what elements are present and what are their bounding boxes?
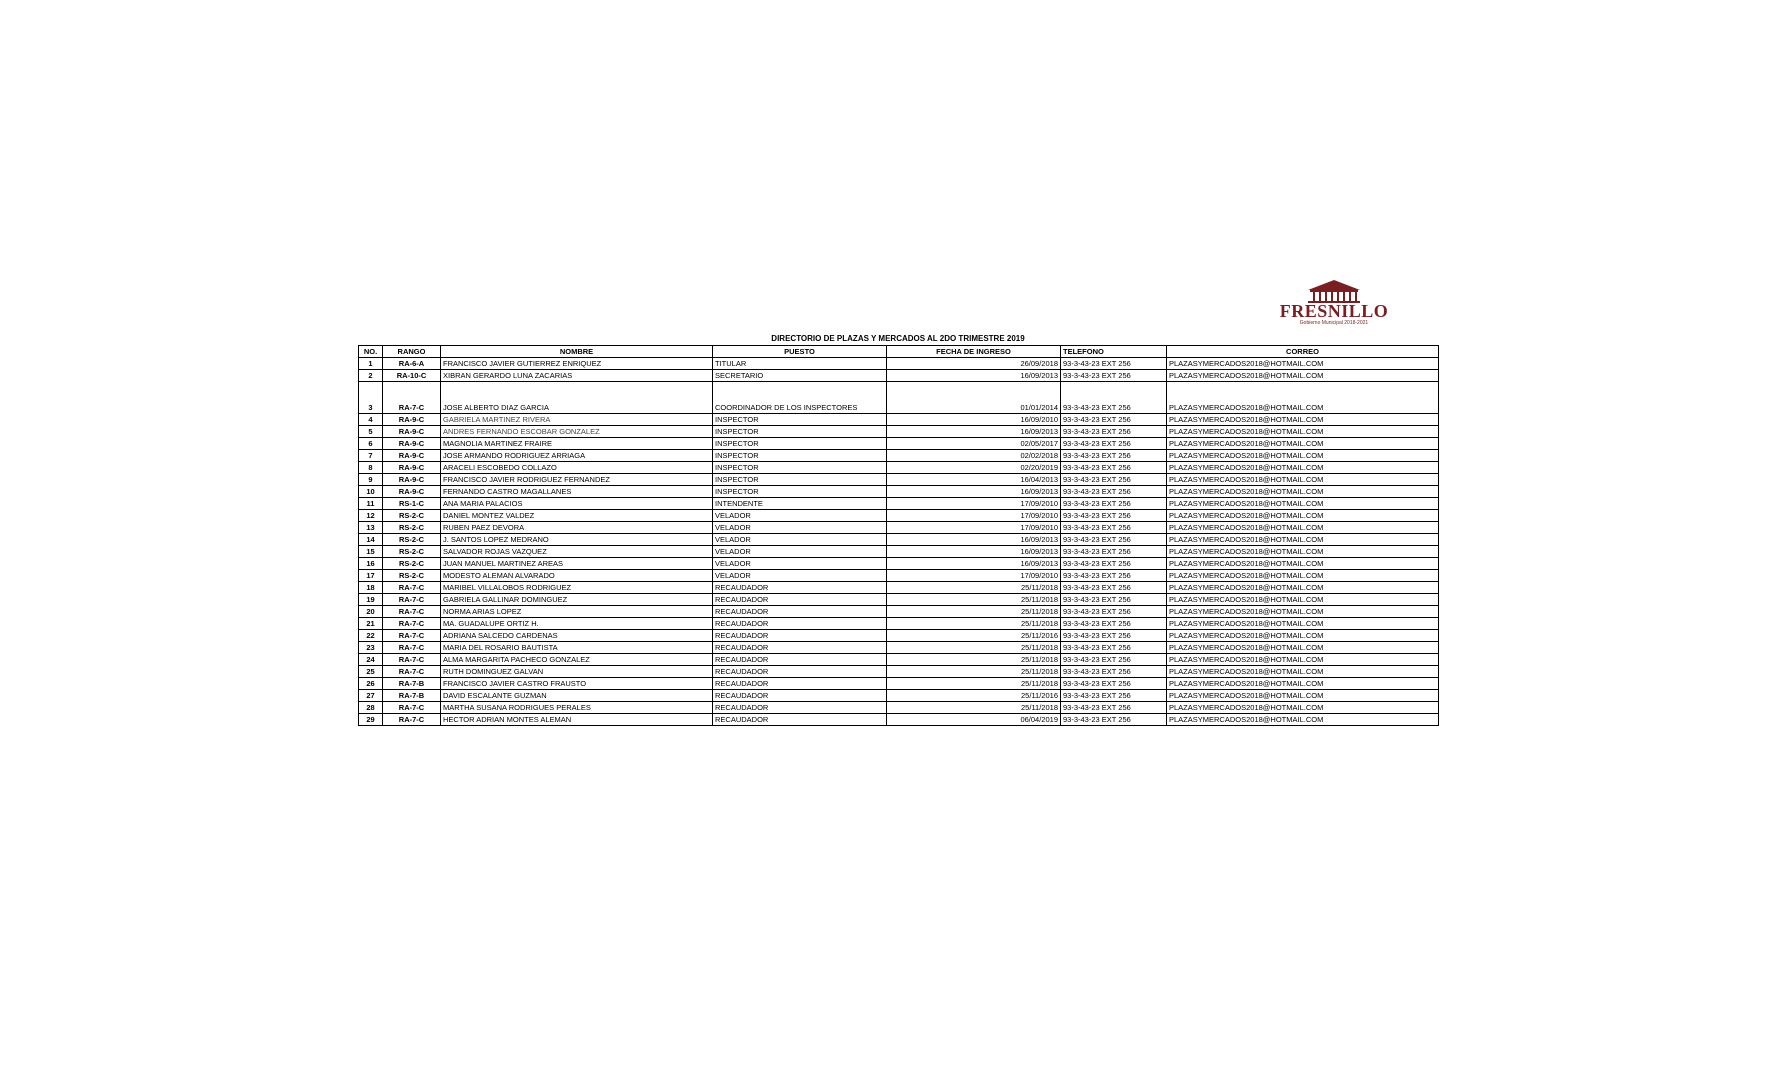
cell-correo: PLAZASYMERCADOS2018@HOTMAIL.COM [1167, 558, 1439, 570]
cell-fecha: 16/09/2013 [887, 558, 1061, 570]
cell-correo: PLAZASYMERCADOS2018@HOTMAIL.COM [1167, 690, 1439, 702]
column-header-no: NO. [359, 346, 383, 358]
cell-correo: PLAZASYMERCADOS2018@HOTMAIL.COM [1167, 630, 1439, 642]
cell-fecha: 06/04/2019 [887, 714, 1061, 726]
table-row [359, 570, 1439, 582]
cell-fecha: 17/09/2010 [887, 498, 1061, 510]
cell-fecha: 16/09/2013 [887, 546, 1061, 558]
table-row [359, 546, 1439, 558]
cell-correo: PLAZASYMERCADOS2018@HOTMAIL.COM [1167, 486, 1439, 498]
cell-nombre: ANA MARIA PALACIOS [441, 498, 713, 510]
column-header-fecha: FECHA DE INGRESO [887, 346, 1061, 358]
cell-correo: PLAZASYMERCADOS2018@HOTMAIL.COM [1167, 666, 1439, 678]
cell-telefono: 93-3-43-23 EXT 256 [1061, 426, 1167, 438]
table-row [359, 630, 1439, 642]
cell-puesto: INSPECTOR [713, 474, 887, 486]
cell-telefono: 93-3-43-23 EXT 256 [1061, 450, 1167, 462]
cell-correo: PLAZASYMERCADOS2018@HOTMAIL.COM [1167, 474, 1439, 486]
table-row [359, 462, 1439, 474]
table-row [359, 714, 1439, 726]
cell-no: 7 [359, 450, 383, 462]
cell-puesto: INSPECTOR [713, 426, 887, 438]
cell-puesto: RECAUDADOR [713, 702, 887, 714]
cell-puesto: INSPECTOR [713, 414, 887, 426]
table-row [359, 534, 1439, 546]
cell-fecha: 25/11/2018 [887, 606, 1061, 618]
table-row [359, 618, 1439, 630]
table-row [359, 382, 1439, 414]
cell-puesto: COORDINADOR DE LOS INSPECTORES [713, 382, 887, 414]
cell-puesto: RECAUDADOR [713, 606, 887, 618]
cell-telefono: 93-3-43-23 EXT 256 [1061, 690, 1167, 702]
cell-puesto: RECAUDADOR [713, 666, 887, 678]
cell-rango: RS-2-C [383, 510, 441, 522]
cell-nombre: DAVID ESCALANTE GUZMAN [441, 690, 713, 702]
cell-no: 24 [359, 654, 383, 666]
cell-puesto: RECAUDADOR [713, 678, 887, 690]
table-row [359, 558, 1439, 570]
cell-nombre: MODESTO ALEMAN ALVARADO [441, 570, 713, 582]
cell-nombre: J. SANTOS LOPEZ MEDRANO [441, 534, 713, 546]
cell-puesto: VELADOR [713, 546, 887, 558]
cell-rango: RA-7-C [383, 606, 441, 618]
cell-puesto: INSPECTOR [713, 486, 887, 498]
cell-rango: RA-10-C [383, 370, 441, 382]
cell-telefono: 93-3-43-23 EXT 256 [1061, 510, 1167, 522]
cell-nombre: MAGNOLIA MARTINEZ FRAIRE [441, 438, 713, 450]
table-row [359, 358, 1439, 370]
cell-rango: RA-7-C [383, 714, 441, 726]
cell-puesto: TITULAR [713, 358, 887, 370]
cell-telefono: 93-3-43-23 EXT 256 [1061, 570, 1167, 582]
table-row [359, 522, 1439, 534]
cell-correo: PLAZASYMERCADOS2018@HOTMAIL.COM [1167, 606, 1439, 618]
cell-no: 15 [359, 546, 383, 558]
cell-nombre: HECTOR ADRIAN MONTES ALEMAN [441, 714, 713, 726]
directory-table [358, 345, 1439, 726]
cell-puesto: VELADOR [713, 570, 887, 582]
cell-telefono: 93-3-43-23 EXT 256 [1061, 654, 1167, 666]
cell-no: 4 [359, 414, 383, 426]
table-row [359, 666, 1439, 678]
table-row [359, 654, 1439, 666]
cell-no: 25 [359, 666, 383, 678]
cell-fecha: 02/20/2019 [887, 462, 1061, 474]
cell-fecha: 16/09/2013 [887, 370, 1061, 382]
cell-no: 5 [359, 426, 383, 438]
cell-no: 22 [359, 630, 383, 642]
column-header-telefono: TELEFONO [1061, 346, 1167, 358]
table-row [359, 702, 1439, 714]
cell-no: 10 [359, 486, 383, 498]
cell-correo: PLAZASYMERCADOS2018@HOTMAIL.COM [1167, 642, 1439, 654]
cell-rango: RA-6-A [383, 358, 441, 370]
cell-nombre: GABRIELA MARTINEZ RIVERA [441, 414, 713, 426]
cell-correo: PLAZASYMERCADOS2018@HOTMAIL.COM [1167, 618, 1439, 630]
cell-telefono: 93-3-43-23 EXT 256 [1061, 414, 1167, 426]
cell-rango: RS-2-C [383, 558, 441, 570]
cell-fecha: 26/09/2018 [887, 358, 1061, 370]
table-row [359, 510, 1439, 522]
cell-fecha: 16/04/2013 [887, 474, 1061, 486]
table-row [359, 606, 1439, 618]
table-row [359, 498, 1439, 510]
cell-puesto: RECAUDADOR [713, 618, 887, 630]
cell-telefono: 93-3-43-23 EXT 256 [1061, 666, 1167, 678]
cell-rango: RA-7-C [383, 382, 441, 414]
cell-fecha: 16/09/2010 [887, 414, 1061, 426]
cell-nombre: JOSE ALBERTO DIAZ GARCIA [441, 382, 713, 414]
cell-telefono: 93-3-43-23 EXT 256 [1061, 618, 1167, 630]
cell-no: 16 [359, 558, 383, 570]
cell-nombre: ARACELI ESCOBEDO COLLAZO [441, 462, 713, 474]
cell-rango: RS-2-C [383, 522, 441, 534]
cell-rango: RA-7-C [383, 642, 441, 654]
cell-fecha: 17/09/2010 [887, 522, 1061, 534]
cell-correo: PLAZASYMERCADOS2018@HOTMAIL.COM [1167, 450, 1439, 462]
cell-nombre: DANIEL MONTEZ VALDEZ [441, 510, 713, 522]
cell-telefono: 93-3-43-23 EXT 256 [1061, 370, 1167, 382]
cell-puesto: RECAUDADOR [713, 630, 887, 642]
cell-fecha: 25/11/2018 [887, 642, 1061, 654]
cell-no: 11 [359, 498, 383, 510]
cell-fecha: 02/05/2017 [887, 438, 1061, 450]
cell-correo: PLAZASYMERCADOS2018@HOTMAIL.COM [1167, 594, 1439, 606]
cell-nombre: JOSE ARMANDO RODRIGUEZ ARRIAGA [441, 450, 713, 462]
cell-puesto: INSPECTOR [713, 450, 887, 462]
cell-puesto: VELADOR [713, 534, 887, 546]
cell-telefono: 93-3-43-23 EXT 256 [1061, 642, 1167, 654]
cell-fecha: 25/11/2018 [887, 618, 1061, 630]
cell-nombre: ALMA MARGARITA PACHECO GONZALEZ [441, 654, 713, 666]
cell-telefono: 93-3-43-23 EXT 256 [1061, 522, 1167, 534]
cell-correo: PLAZASYMERCADOS2018@HOTMAIL.COM [1167, 546, 1439, 558]
cell-rango: RS-2-C [383, 570, 441, 582]
cell-telefono: 93-3-43-23 EXT 256 [1061, 382, 1167, 414]
cell-telefono: 93-3-43-23 EXT 256 [1061, 474, 1167, 486]
cell-no: 26 [359, 678, 383, 690]
cell-no: 13 [359, 522, 383, 534]
table-row [359, 594, 1439, 606]
cell-nombre: NORMA ARIAS LOPEZ [441, 606, 713, 618]
logo-tagline: Gobierno Municipal 2018-2021 [1299, 320, 1369, 326]
cell-rango: RA-7-B [383, 678, 441, 690]
cell-rango: RA-7-B [383, 690, 441, 702]
cell-no: 28 [359, 702, 383, 714]
table-row [359, 690, 1439, 702]
table-row [359, 582, 1439, 594]
column-header-rango: RANGO [383, 346, 441, 358]
cell-telefono: 93-3-43-23 EXT 256 [1061, 438, 1167, 450]
cell-correo: PLAZASYMERCADOS2018@HOTMAIL.COM [1167, 382, 1439, 414]
cell-nombre: ANDRES FERNANDO ESCOBAR GONZALEZ [441, 426, 713, 438]
cell-rango: RA-7-C [383, 594, 441, 606]
cell-nombre: FRANCISCO JAVIER GUTIERREZ ENRIQUEZ [441, 358, 713, 370]
table-row [359, 642, 1439, 654]
cell-rango: RA-7-C [383, 666, 441, 678]
cell-telefono: 93-3-43-23 EXT 256 [1061, 534, 1167, 546]
cell-puesto: VELADOR [713, 558, 887, 570]
cell-telefono: 93-3-43-23 EXT 256 [1061, 630, 1167, 642]
cell-correo: PLAZASYMERCADOS2018@HOTMAIL.COM [1167, 570, 1439, 582]
table-row [359, 486, 1439, 498]
cell-fecha: 25/11/2018 [887, 702, 1061, 714]
cell-puesto: RECAUDADOR [713, 594, 887, 606]
cell-fecha: 25/11/2018 [887, 654, 1061, 666]
cell-nombre: RUTH DOMINGUEZ GALVAN [441, 666, 713, 678]
cell-puesto: RECAUDADOR [713, 714, 887, 726]
cell-puesto: VELADOR [713, 510, 887, 522]
cell-nombre: FERNANDO CASTRO MAGALLANES [441, 486, 713, 498]
column-header-nombre: NOMBRE [441, 346, 713, 358]
cell-rango: RA-7-C [383, 582, 441, 594]
cell-no: 14 [359, 534, 383, 546]
cell-rango: RA-7-C [383, 630, 441, 642]
cell-correo: PLAZASYMERCADOS2018@HOTMAIL.COM [1167, 414, 1439, 426]
cell-fecha: 17/09/2010 [887, 510, 1061, 522]
cell-no: 18 [359, 582, 383, 594]
cell-correo: PLAZASYMERCADOS2018@HOTMAIL.COM [1167, 522, 1439, 534]
cell-correo: PLAZASYMERCADOS2018@HOTMAIL.COM [1167, 582, 1439, 594]
cell-rango: RS-2-C [383, 534, 441, 546]
cell-nombre: MARTHA SUSANA RODRIGUES PERALES [441, 702, 713, 714]
cell-telefono: 93-3-43-23 EXT 256 [1061, 702, 1167, 714]
cell-telefono: 93-3-43-23 EXT 256 [1061, 594, 1167, 606]
cell-rango: RA-9-C [383, 426, 441, 438]
cell-nombre: GABRIELA GALLINAR DOMINGUEZ [441, 594, 713, 606]
cell-correo: PLAZASYMERCADOS2018@HOTMAIL.COM [1167, 438, 1439, 450]
cell-puesto: RECAUDADOR [713, 654, 887, 666]
cell-fecha: 25/11/2018 [887, 594, 1061, 606]
table-row [359, 370, 1439, 382]
cell-puesto: VELADOR [713, 522, 887, 534]
cell-nombre: ADRIANA SALCEDO CARDENAS [441, 630, 713, 642]
cell-fecha: 17/09/2010 [887, 570, 1061, 582]
cell-correo: PLAZASYMERCADOS2018@HOTMAIL.COM [1167, 370, 1439, 382]
table-row [359, 678, 1439, 690]
cell-rango: RA-7-C [383, 654, 441, 666]
cell-no: 23 [359, 642, 383, 654]
cell-telefono: 93-3-43-23 EXT 256 [1061, 546, 1167, 558]
cell-correo: PLAZASYMERCADOS2018@HOTMAIL.COM [1167, 714, 1439, 726]
cell-fecha: 25/11/2018 [887, 582, 1061, 594]
cell-telefono: 93-3-43-23 EXT 256 [1061, 714, 1167, 726]
cell-no: 17 [359, 570, 383, 582]
cell-correo: PLAZASYMERCADOS2018@HOTMAIL.COM [1167, 358, 1439, 370]
column-header-puesto: PUESTO [713, 346, 887, 358]
logo-wordmark: FRESNILLO [1279, 301, 1389, 321]
cell-nombre: MA. GUADALUPE ORTIZ H. [441, 618, 713, 630]
table-row [359, 426, 1439, 438]
cell-telefono: 93-3-43-23 EXT 256 [1061, 462, 1167, 474]
cell-rango: RA-7-C [383, 702, 441, 714]
cell-no: 2 [359, 370, 383, 382]
cell-fecha: 25/11/2018 [887, 678, 1061, 690]
cell-puesto: RECAUDADOR [713, 642, 887, 654]
cell-fecha: 16/09/2013 [887, 426, 1061, 438]
cell-rango: RS-1-C [383, 498, 441, 510]
cell-nombre: JUAN MANUEL MARTINEZ AREAS [441, 558, 713, 570]
column-header-correo: CORREO [1167, 346, 1439, 358]
cell-puesto: INSPECTOR [713, 462, 887, 474]
cell-rango: RA-9-C [383, 462, 441, 474]
table-row [359, 450, 1439, 462]
cell-puesto: RECAUDADOR [713, 582, 887, 594]
cell-puesto: INSPECTOR [713, 438, 887, 450]
cell-fecha: 16/09/2013 [887, 486, 1061, 498]
table-row [359, 414, 1439, 426]
cell-no: 12 [359, 510, 383, 522]
cell-correo: PLAZASYMERCADOS2018@HOTMAIL.COM [1167, 462, 1439, 474]
cell-telefono: 93-3-43-23 EXT 256 [1061, 582, 1167, 594]
cell-rango: RA-9-C [383, 414, 441, 426]
cell-nombre: RUBEN PAEZ DEVORA [441, 522, 713, 534]
cell-puesto: RECAUDADOR [713, 690, 887, 702]
cell-no: 19 [359, 594, 383, 606]
cell-fecha: 25/11/2016 [887, 630, 1061, 642]
cell-nombre: XIBRAN GERARDO LUNA ZACARIAS [441, 370, 713, 382]
fresnillo-logo [1278, 278, 1390, 328]
page-title: DIRECTORIO DE PLAZAS Y MERCADOS AL 2DO TRIMESTRE 2019 [771, 334, 1025, 343]
cell-telefono: 93-3-43-23 EXT 256 [1061, 558, 1167, 570]
cell-telefono: 93-3-43-23 EXT 256 [1061, 606, 1167, 618]
cell-correo: PLAZASYMERCADOS2018@HOTMAIL.COM [1167, 702, 1439, 714]
table-row [359, 438, 1439, 450]
cell-no: 9 [359, 474, 383, 486]
cell-rango: RA-9-C [383, 486, 441, 498]
table-row [359, 474, 1439, 486]
cell-no: 8 [359, 462, 383, 474]
cell-telefono: 93-3-43-23 EXT 256 [1061, 486, 1167, 498]
cell-no: 29 [359, 714, 383, 726]
cell-no: 1 [359, 358, 383, 370]
cell-rango: RA-9-C [383, 450, 441, 462]
cell-correo: PLAZASYMERCADOS2018@HOTMAIL.COM [1167, 678, 1439, 690]
cell-nombre: SALVADOR ROJAS VAZQUEZ [441, 546, 713, 558]
cell-fecha: 25/11/2016 [887, 690, 1061, 702]
cell-rango: RS-2-C [383, 546, 441, 558]
cell-telefono: 93-3-43-23 EXT 256 [1061, 498, 1167, 510]
cell-correo: PLAZASYMERCADOS2018@HOTMAIL.COM [1167, 534, 1439, 546]
cell-nombre: FRANCISCO JAVIER RODRIGUEZ FERNANDEZ [441, 474, 713, 486]
cell-nombre: MARIBEL VILLALOBOS RODRIGUEZ [441, 582, 713, 594]
cell-no: 27 [359, 690, 383, 702]
cell-rango: RA-9-C [383, 438, 441, 450]
cell-rango: RA-7-C [383, 618, 441, 630]
cell-rango: RA-9-C [383, 474, 441, 486]
cell-nombre: FRANCISCO JAVIER CASTRO FRAUSTO [441, 678, 713, 690]
cell-no: 6 [359, 438, 383, 450]
cell-fecha: 01/01/2014 [887, 382, 1061, 414]
cell-correo: PLAZASYMERCADOS2018@HOTMAIL.COM [1167, 510, 1439, 522]
cell-correo: PLAZASYMERCADOS2018@HOTMAIL.COM [1167, 498, 1439, 510]
cell-fecha: 02/02/2018 [887, 450, 1061, 462]
cell-nombre: MARIA DEL ROSARIO BAUTISTA [441, 642, 713, 654]
cell-puesto: SECRETARIO [713, 370, 887, 382]
cell-puesto: INTENDENTE [713, 498, 887, 510]
cell-no: 3 [359, 382, 383, 414]
cell-no: 20 [359, 606, 383, 618]
cell-telefono: 93-3-43-23 EXT 256 [1061, 678, 1167, 690]
cell-fecha: 25/11/2018 [887, 666, 1061, 678]
cell-telefono: 93-3-43-23 EXT 256 [1061, 358, 1167, 370]
cell-correo: PLAZASYMERCADOS2018@HOTMAIL.COM [1167, 426, 1439, 438]
table-header-row [359, 346, 1439, 358]
cell-no: 21 [359, 618, 383, 630]
cell-correo: PLAZASYMERCADOS2018@HOTMAIL.COM [1167, 654, 1439, 666]
cell-fecha: 16/09/2013 [887, 534, 1061, 546]
